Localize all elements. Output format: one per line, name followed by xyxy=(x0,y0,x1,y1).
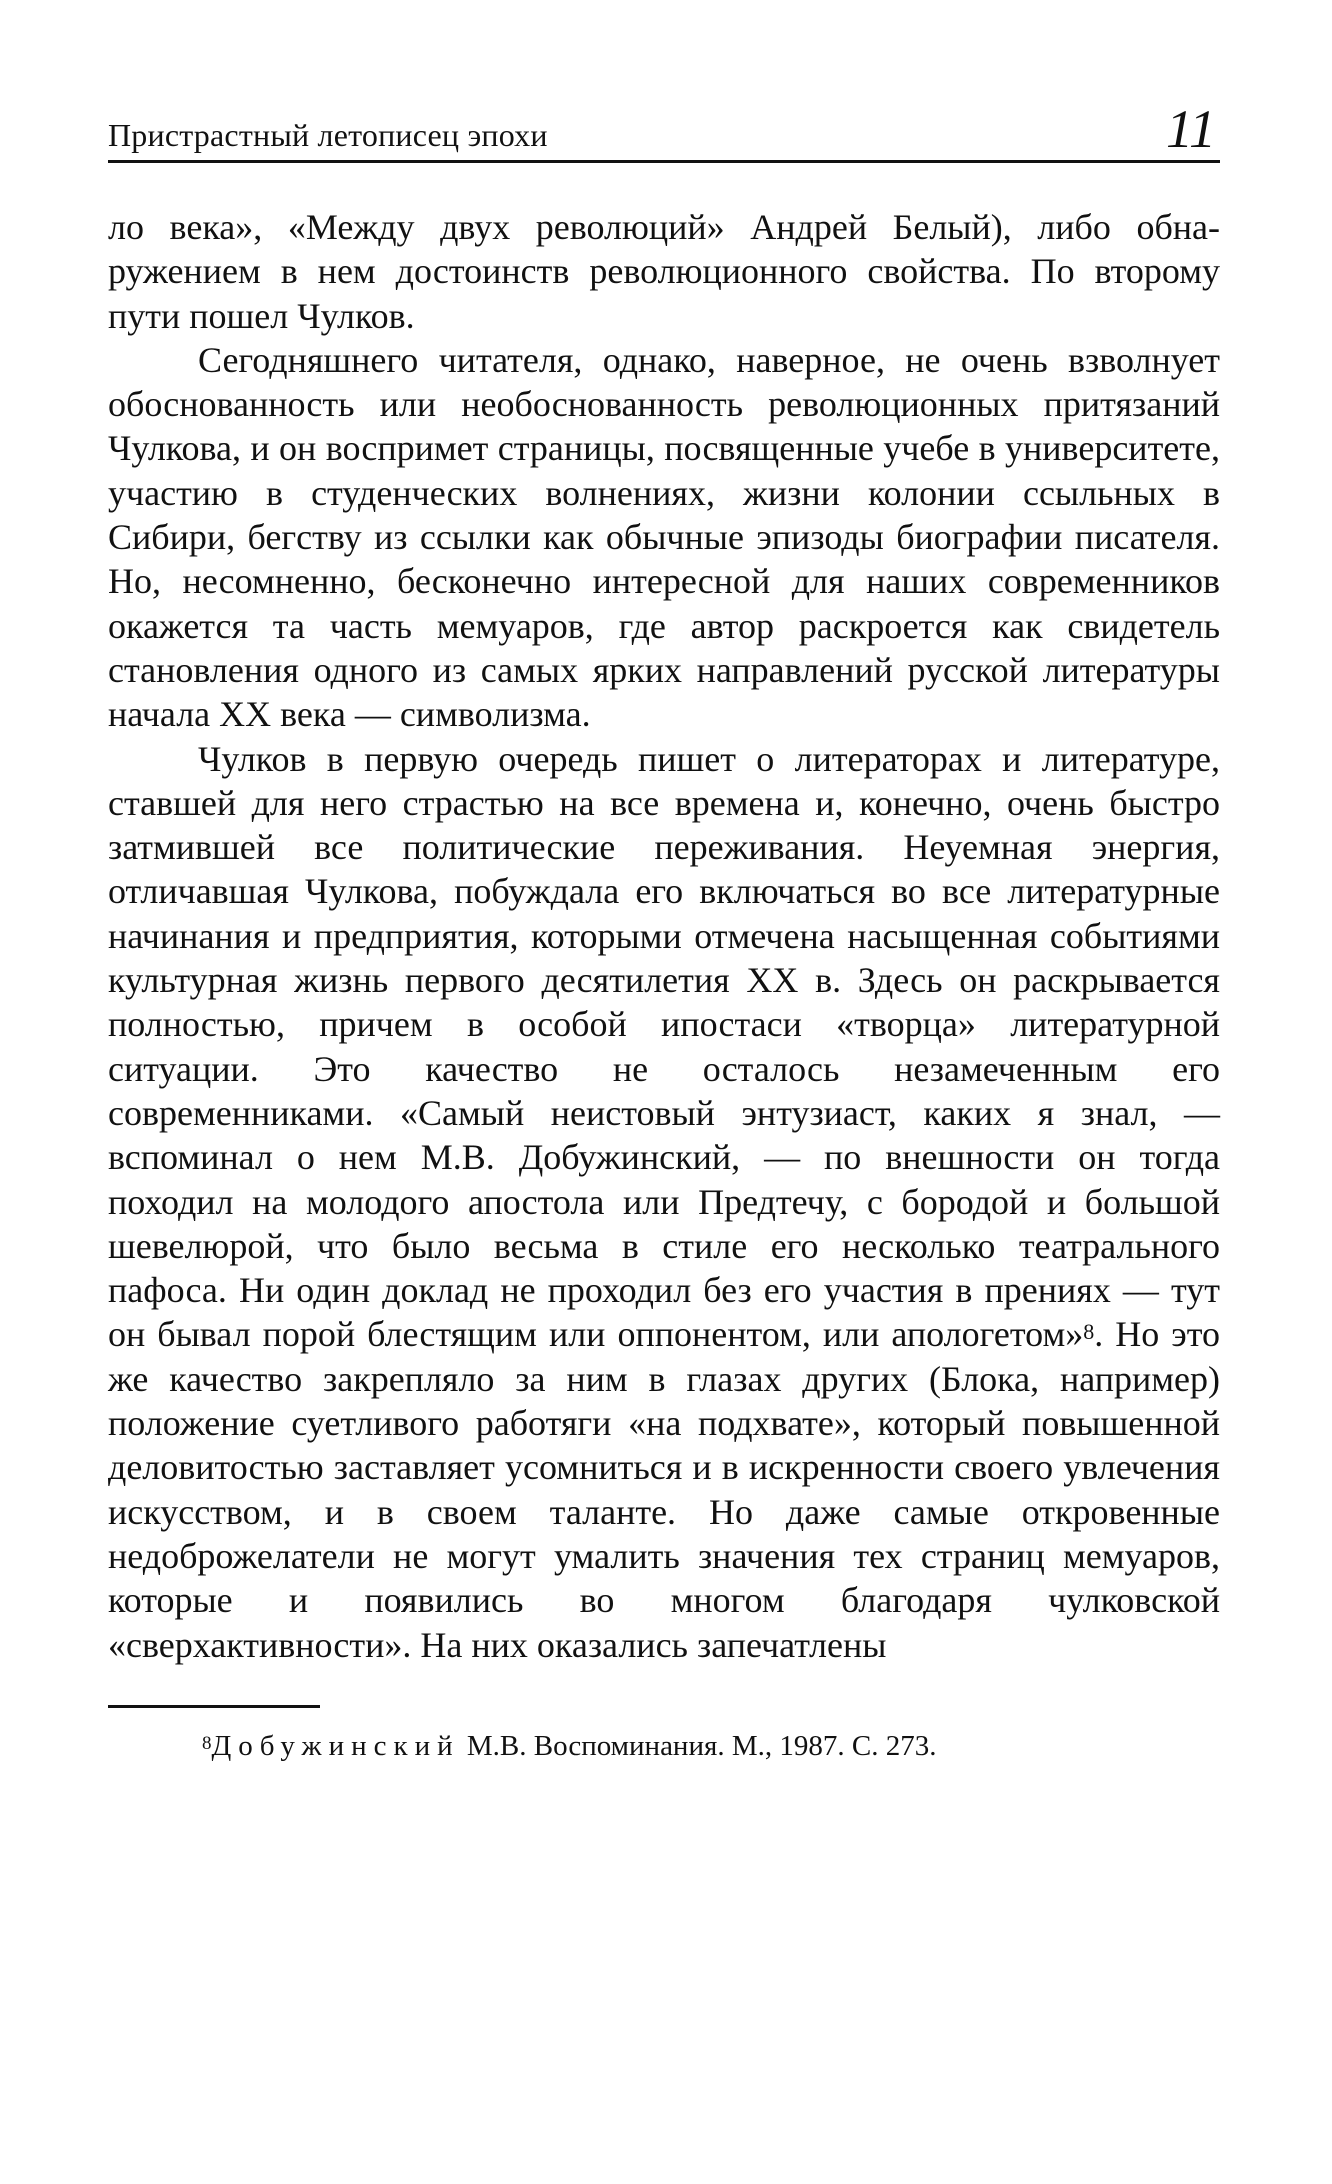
footnote-reference: 8 xyxy=(1083,1319,1095,1345)
footnote-divider xyxy=(108,1705,320,1708)
footnote-author: Добужинский xyxy=(211,1729,460,1762)
book-page xyxy=(108,96,1220,2156)
footnote-citation: М.В. Воспоминания. М., 1987. С. 273. xyxy=(459,1729,937,1762)
paragraph-3-text-end: . Но это же качество закрепляло за ним в глазах других (Блока, например) положение суетливого работяги «на подхвате», который повышенной деловитостью заставляет усомниться и в искренности своего увлечения искусством, и в своем таланте. Но даже самые откровенные недоброжелатели не могут умалить значения тех страниц мемуаров, которые и появились во многом благодаря чулковской «сверхактивности». На них оказались запечатлены xyxy=(108,1314,1220,1665)
body-text xyxy=(108,205,1220,1667)
page-number: 11 xyxy=(1166,99,1216,159)
paragraph-3-text-start: Чулков в первую очередь пишет о литераторах и литературе, ставшей для него страстью на все времена и, конечно, очень быстро затмившей все политические переживания. Неуемная энергия, отличавшая Чулкова, побуждала его включаться во все литературные начинания и предприятия, которыми отмечена насыщенная событиями культурная жизнь первого десятилетия XX в. Здесь он раскрывается полностью, причем в особой ипостаси «творца» литературной ситуации. Это качество не осталось незамеченным его современниками. «Самый неистовый энтузиаст, каких я знал, — вспоминал о нем М.В. Добужинский, — по внешности он тогда походил на молодого апостола или Предтечу, с бородой и большой шевелюрой, что было весьма в стиле его несколько театрального пафоса. Ни один доклад не проходил без его участия в прениях — тут он бывал порой блестящим или оппонентом, или апологетом» xyxy=(108,738,1220,1355)
footnote xyxy=(108,1728,1220,1764)
paragraph-3 xyxy=(108,737,1220,1667)
running-title: Пристрастный летописец эпохи xyxy=(108,117,548,153)
paragraph-2: Сегодняшнего читателя, однако, наверное, не очень взволнует обоснованность или необоснованность революционных притязаний Чулкова, и он воспримет страницы, посвященные учебе в университете, участию в студенческих волнениях, жизни колонии ссыльных в Сибири, бегству из ссылки как обычные эпизоды биографии писателя. Но, несомненно, бесконечно интересной для наших современников окажется та часть мемуаров, где автор раскроется как свидетель становления одного из самых ярких направлений русской литературы начала XX века — символизма. xyxy=(108,339,1220,735)
paragraph-1: ло века», «Между двух революций» Андрей Белый), либо обнаружением в нем достоинств революционного свойства. По второму пути пошел Чулков. xyxy=(108,207,1220,336)
running-head xyxy=(108,96,1220,163)
footnote-mark: 8 xyxy=(202,1732,212,1754)
